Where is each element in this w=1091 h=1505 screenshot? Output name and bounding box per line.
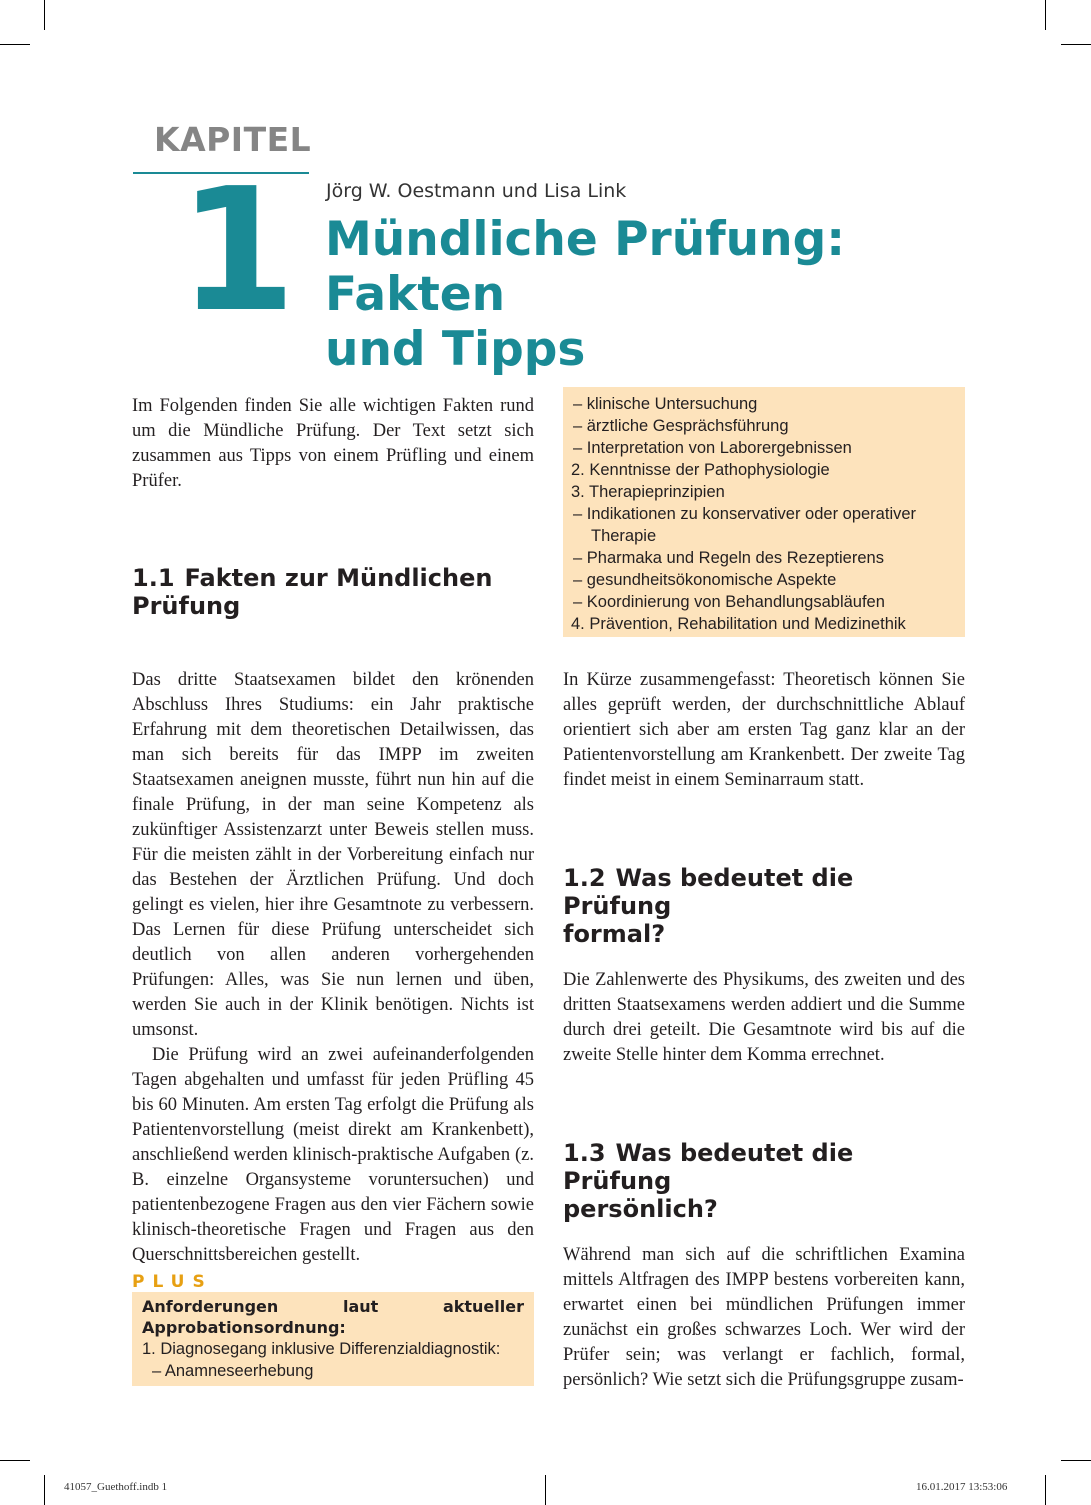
plus-box-item: 2. Kenntnisse der Pathophysiologie <box>571 461 830 479</box>
section-1-2-paragraph: Die Zahlenwerte des Physikums, des zweiten und des dritten Staatsexamens werden addiert und die Summe durch drei geteilt. Die Gesamtnote wird bis auf die zweite Stelle hinter dem Komma errechnet. <box>563 970 965 1065</box>
crop-mark <box>1045 1475 1046 1505</box>
body-paragraph: Das dritte Staatsexamen bildet den krönenden Abschluss Ihres Studiums: ein Jahr praktische Erfahrung mit dem theoretischen Detailwissen, das man sich bereits für das IMPP im zweiten Staatsexamen aneignen musste, führt nun hin auf die finale Prüfung, in der man seine Kompetenz als zukünftiger Assistenzarzt unter Beweis stellen muss. Für die meisten zählt in der Vorbereitung einfach nur das Bestehen der Ärztlichen Prüfung. Und doch gelingt es vielen, hier ihre Gesamtnote zu verbessern. Das Lernen für diese Prüfung unterscheidet sich deutlich von allen anderen vorhergehenden Prüfungen: Alles, was Sie nun lernen und üben, werden Sie auch in der Klinik benötigen. Nichts ist umsonst. <box>132 670 534 1040</box>
crop-mark <box>0 44 30 45</box>
summary-paragraph: In Kürze zusammengefasst: Theoretisch können Sie alles geprüft werden, der durchschnittliche Ablauf orientiert sich aber am ersten Tag ganz klar an der Patientenvorstellung am Krankenbett. Der zweite Tag findet meist in einem Seminarraum statt. <box>563 670 965 790</box>
plus-box <box>132 1292 534 1386</box>
crop-mark <box>44 0 45 30</box>
section-heading-1-1 <box>132 564 534 620</box>
crop-mark <box>1045 0 1046 30</box>
plus-box-item: – Pharmaka und Regeln des Rezeptierens <box>573 549 884 567</box>
crop-mark <box>545 1475 546 1505</box>
print-slug-date: 16.01.2017 13:53:06 <box>916 1481 1008 1493</box>
plus-box-item: – ärztliche Gesprächsführung <box>573 417 789 435</box>
plus-box-item: – Indikationen zu konservativer oder operativer Therapie <box>573 505 917 545</box>
plus-box-item: – klinische Untersuchung <box>573 395 758 413</box>
section-title-line1: Was bedeutet die Prüfung <box>563 864 854 920</box>
plus-box-item: – Interpretation von Laborergebnissen <box>573 439 852 457</box>
section-1-3-paragraph: Während man sich auf die schriftlichen Examina mittels Altfragen des IMPP bestens vorbereiten kann, erwartet einen bei mündlichen Prüfungen immer zunächst ein großes schwarzes Loch. Wer wird der Prüfer sein; was verlangt er fachlich, formal, persönlich? Wie setzt sich die Prüfungsgruppe zusam- <box>563 1245 965 1390</box>
crop-mark <box>44 1475 45 1505</box>
plus-box-item: – Anamneseerhebung <box>152 1362 314 1380</box>
section-title-line2: formal? <box>563 920 666 948</box>
section-heading-1-3 <box>563 1139 965 1223</box>
plus-box-item: 4. Prävention, Rehabilitation und Medizinethik <box>571 615 906 633</box>
plus-box-item: 3. Therapieprinzipien <box>571 483 725 501</box>
chapter-title-line2: und Tipps <box>325 322 586 377</box>
plus-box-item: – gesundheitsökonomische Aspekte <box>573 571 837 589</box>
plus-box-item: 1. Diagnosegang inklusive Differenzialdiagnostik: <box>142 1340 501 1358</box>
plus-box-heading: Anforderungen laut aktueller Approbationsordnung: <box>142 1297 524 1337</box>
plus-box-item: – Koordinierung von Behandlungsabläufen <box>573 593 885 611</box>
crop-mark <box>0 1460 30 1461</box>
intro-paragraph: Im Folgenden finden Sie alle wichtigen Fakten rund um die Mündliche Prüfung. Der Text setzt sich zusammen aus Tipps von einem Prüfling und einem Prüfer. <box>132 396 534 491</box>
plus-box-continued <box>563 387 965 637</box>
chapter-number: 1 <box>178 152 297 350</box>
section-heading-1-2 <box>563 864 965 948</box>
section-1-1-body <box>132 668 534 1268</box>
section-title-line2: persönlich? <box>563 1195 718 1223</box>
section-number: 1.3 <box>563 1139 606 1167</box>
chapter-authors: Jörg W. Oestmann und Lisa Link <box>326 180 627 202</box>
chapter-title-line1: Mündliche Prüfung: Fakten <box>325 212 846 322</box>
section-title-line2: Prüfung <box>132 592 241 620</box>
crop-mark <box>1061 44 1091 45</box>
section-title-line1: Fakten zur Mündlichen <box>184 564 493 592</box>
chapter-title <box>325 212 1025 377</box>
chapter-label: KAPITEL <box>154 120 312 159</box>
print-slug-file: 41057_Guethoff.indb 1 <box>64 1481 168 1493</box>
section-number: 1.1 <box>132 564 175 592</box>
plus-label: PLUS <box>132 1272 213 1292</box>
section-title-line1: Was bedeutet die Prüfung <box>563 1139 854 1195</box>
section-number: 1.2 <box>563 864 606 892</box>
body-paragraph: Die Prüfung wird an zwei aufeinanderfolgenden Tagen abgehalten und umfasst für jeden Prüfling 45 bis 60 Minuten. Am ersten Tag erfolgt die Prüfung als Patientenvorstellung (meist direkt am Krankenbett), anschließend werden klinisch-praktische Aufgaben (z. B. einzelne Organsysteme voruntersuchen) und patientenbezogene Fragen aus den vier Fächern sowie klinisch-theoretische Fragen und Fragen aus den Querschnittsbereichen gestellt. <box>132 1045 534 1265</box>
crop-mark <box>1061 1460 1091 1461</box>
